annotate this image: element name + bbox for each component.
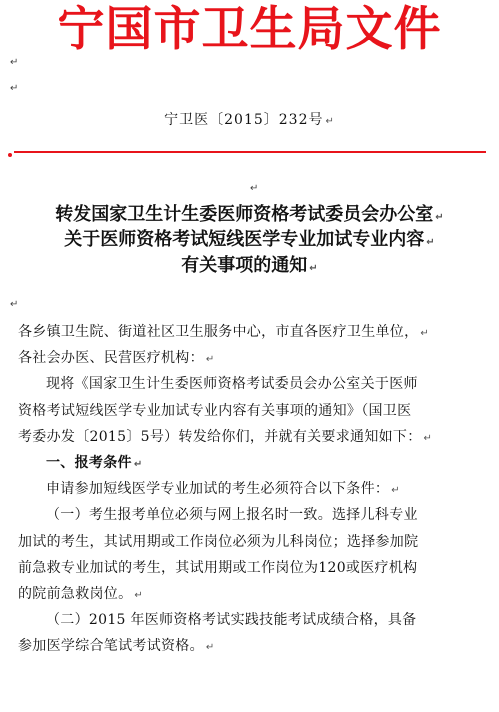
section-heading: 一、报考条件 ↵ bbox=[46, 455, 143, 471]
body-line: 各社会办医、民营医疗机构： ↵ bbox=[18, 350, 215, 366]
paragraph-mark: ↵ bbox=[10, 299, 19, 310]
body-line: 的院前急救岗位。 ↵ bbox=[18, 586, 144, 602]
masthead-title: 宁国市卫生局文件 bbox=[57, 2, 442, 57]
document-number: 宁卫医〔2015〕232号 ↵ bbox=[164, 112, 335, 128]
paragraph-mark: ↵ bbox=[250, 183, 259, 194]
body-line: 加试的考生，其试用期或工作岗位必须为儿科岗位；选择参加院 bbox=[18, 534, 419, 550]
body-line: 申请参加短线医学专业加试的考生必须符合以下条件： ↵ bbox=[46, 481, 400, 497]
title-line: 有关事项的通知 ↵ bbox=[181, 255, 318, 276]
body-line: 资格考试短线医学专业加试专业内容有关事项的通知》（国卫医 bbox=[18, 403, 412, 419]
body-line: 参加医学综合笔试考试资格。 ↵ bbox=[18, 638, 215, 654]
title-line: 转发国家卫生计生委医师资格考试委员会办公室 ↵ bbox=[55, 204, 444, 225]
title-line: 关于医师资格考试短线医学专业加试专业内容 ↵ bbox=[64, 229, 435, 250]
paragraph-mark: ↵ bbox=[10, 57, 19, 68]
red-divider-line bbox=[14, 151, 486, 153]
body-line: （二）2015 年医师资格考试实践技能考试成绩合格，具备 bbox=[46, 612, 417, 628]
body-line: 考委办发〔2015〕5号）转发给你们，并就有关要求通知如下： ↵ bbox=[18, 429, 433, 445]
paragraph-mark: ↵ bbox=[10, 83, 19, 94]
body-line: （一）考生报考单位必须与网上报名时一致。选择儿科专业 bbox=[46, 507, 418, 523]
body-line: 前急救专业加试的考生，其试用期或工作岗位为120或医疗机构 bbox=[18, 560, 418, 576]
body-line: 各乡镇卫生院、街道社区卫生服务中心，市直各医疗卫生单位， ↵ bbox=[18, 324, 430, 340]
divider-marker bbox=[8, 153, 12, 157]
body-line: 现将《国家卫生计生委医师资格考试委员会办公室关于医师 bbox=[46, 376, 418, 392]
